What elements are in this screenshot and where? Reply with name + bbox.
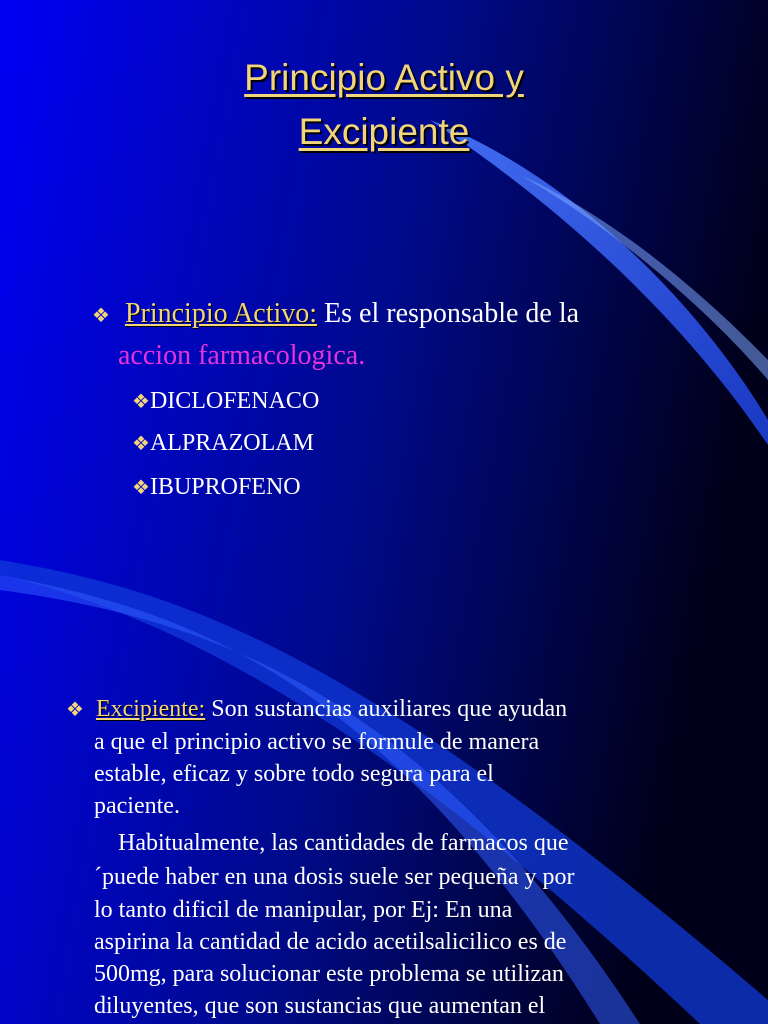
- slide-title-line-1: Principio Activo y: [244, 57, 524, 98]
- excipiente-line: aspirina la cantidad de acido acetilsalicilico es de: [94, 929, 567, 955]
- list-item-label: ALPRAZOLAM: [149, 430, 314, 456]
- list-item: [132, 474, 301, 501]
- diamond-bullet-icon: ❖: [66, 699, 84, 721]
- principio-activo-line: [92, 298, 579, 330]
- excipiente-line: a que el principio activo se formule de manera: [94, 729, 540, 755]
- excipiente-line: estable, eficaz y sobre todo segura para el: [94, 761, 494, 787]
- excipiente-line: paciente.: [94, 793, 180, 819]
- list-item-label: IBUPROFENO: [149, 474, 301, 500]
- excipiente-line: Habitualmente, las cantidades de farmacos que: [118, 830, 569, 856]
- diamond-bullet-icon: ❖: [132, 433, 150, 455]
- slide-title-line-2: Excipiente: [298, 111, 470, 152]
- diamond-bullet-icon: ❖: [92, 305, 110, 327]
- excipiente-line: diluyentes, que son sustancias que aumentan el: [94, 993, 546, 1019]
- list-item: [132, 388, 319, 415]
- list-item-label: DICLOFENACO: [149, 388, 320, 414]
- excipiente-line-1: [66, 696, 567, 723]
- diamond-bullet-icon: ❖: [132, 391, 150, 413]
- excipiente-keyword: Excipiente:: [95, 696, 206, 722]
- excipiente-text: Son sustancias auxiliares que ayudan: [211, 696, 568, 722]
- principio-activo-text-line-2: accion farmacologica.: [118, 340, 366, 371]
- excipiente-line: ´puede haber en una dosis suele ser pequeña y por: [94, 864, 575, 890]
- principio-activo-text: Es el responsable de la: [324, 298, 580, 329]
- excipiente-line: 500mg, para solucionar este problema se utilizan: [94, 961, 564, 987]
- list-item: [132, 430, 314, 457]
- diamond-bullet-icon: ❖: [132, 477, 150, 499]
- principio-activo-keyword: Principio Activo:: [124, 298, 318, 329]
- excipiente-line: lo tanto dificil de manipular, por Ej: En una: [94, 897, 513, 923]
